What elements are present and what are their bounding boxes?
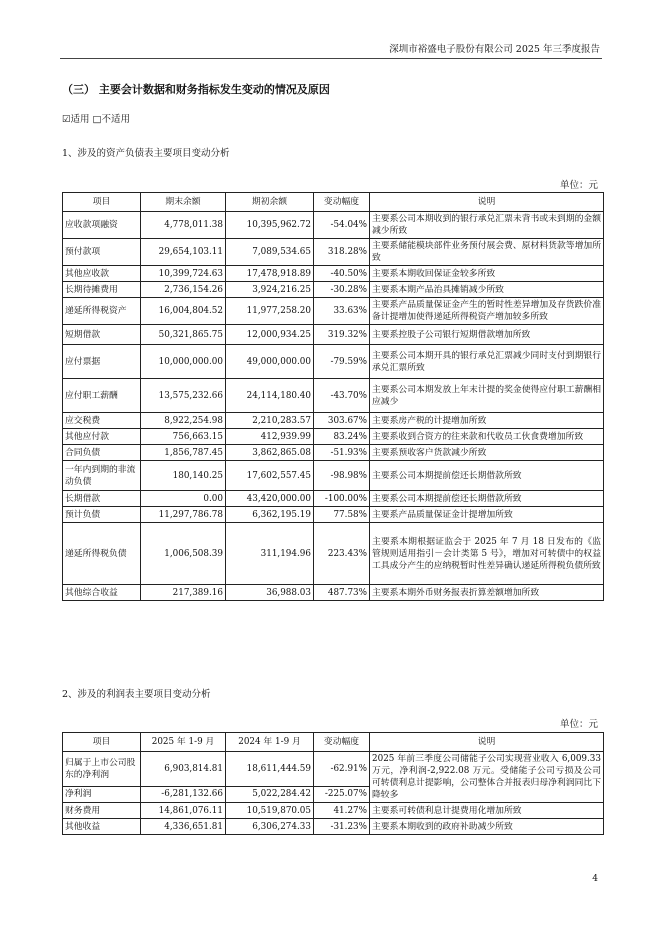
change-cell: -54.04% bbox=[314, 212, 370, 239]
change-cell: 41.27% bbox=[314, 803, 370, 819]
table-row bbox=[63, 239, 604, 266]
table-row bbox=[63, 445, 604, 461]
item-cell: 应付职工薪酬 bbox=[63, 379, 141, 413]
begin-balance-cell: 311,194.96 bbox=[226, 523, 314, 585]
table-row bbox=[63, 585, 604, 601]
item-cell: 递延所得税资产 bbox=[63, 298, 141, 325]
note-cell: 主要系本期收回保证金较多所致 bbox=[370, 266, 604, 282]
item-cell: 其他收益 bbox=[63, 819, 141, 835]
table-row bbox=[63, 266, 604, 282]
note-cell: 主要系产品质量保证金产生的暂时性差异增加及存货跌价准备计提增加使得递延所得税资产增加较多所致 bbox=[370, 298, 604, 325]
begin-balance-cell: 7,089,534.65 bbox=[226, 239, 314, 266]
table-header-row bbox=[63, 193, 604, 212]
col-header: 期初余额 bbox=[226, 193, 314, 212]
col-header: 期末余额 bbox=[141, 193, 226, 212]
change-cell: -100.00% bbox=[314, 491, 370, 507]
item-cell: 净利润 bbox=[63, 786, 141, 802]
begin-balance-cell: 12,000,934.25 bbox=[226, 325, 314, 345]
end-balance-cell: 13,575,232.66 bbox=[141, 379, 226, 413]
change-cell: -51.93% bbox=[314, 445, 370, 461]
change-cell: -225.07% bbox=[314, 786, 370, 802]
end-balance-cell: 2,736,154.26 bbox=[141, 282, 226, 298]
col-header: 项目 bbox=[63, 733, 141, 752]
note-cell: 主要系储能模块部件业务预付展会费、原材料货款等增加所致 bbox=[370, 239, 604, 266]
change-cell: -30.28% bbox=[314, 282, 370, 298]
begin-balance-cell: 3,862,865.08 bbox=[226, 445, 314, 461]
change-cell: 318.28% bbox=[314, 239, 370, 266]
item-cell: 其他应收款 bbox=[63, 266, 141, 282]
income-unit: 单位：元 bbox=[559, 719, 598, 730]
note-cell: 主要系产品质量保证金计提增加所致 bbox=[370, 507, 604, 523]
table-row bbox=[63, 461, 604, 491]
change-cell: -43.70% bbox=[314, 379, 370, 413]
note-cell: 主要系公司本期发放上年末计提的奖金使得应付职工薪酬相应减少 bbox=[370, 379, 604, 413]
item-cell: 应付票据 bbox=[63, 345, 141, 379]
change-cell: -31.23% bbox=[314, 819, 370, 835]
begin-balance-cell: 24,114,180.40 bbox=[226, 379, 314, 413]
item-cell: 财务费用 bbox=[63, 803, 141, 819]
table-row bbox=[63, 282, 604, 298]
table-header-row bbox=[63, 733, 604, 752]
note-cell: 主要系本期收到的政府补助减少所致 bbox=[370, 819, 604, 835]
end-balance-cell: 0.00 bbox=[141, 491, 226, 507]
note-cell: 主要系公司本期提前偿还长期借款所致 bbox=[370, 491, 604, 507]
change-cell: 33.63% bbox=[314, 298, 370, 325]
balance-unit: 单位：元 bbox=[559, 180, 598, 191]
item-cell: 短期借款 bbox=[63, 325, 141, 345]
begin-balance-cell: 43,420,000.00 bbox=[226, 491, 314, 507]
table-row bbox=[63, 413, 604, 429]
col-header: 项目 bbox=[63, 193, 141, 212]
col-header: 2025 年 1-9 月 bbox=[141, 733, 226, 752]
begin-balance-cell: 412,939.99 bbox=[226, 429, 314, 445]
change-cell: -40.50% bbox=[314, 266, 370, 282]
table-row bbox=[63, 523, 604, 585]
end-balance-cell: 756,663.15 bbox=[141, 429, 226, 445]
begin-balance-cell: 17,602,557.45 bbox=[226, 461, 314, 491]
table-row bbox=[63, 491, 604, 507]
note-cell: 主要系可转债利息计提费用化增加所致 bbox=[370, 803, 604, 819]
change-cell: 319.32% bbox=[314, 325, 370, 345]
begin-balance-cell: 17,478,918.89 bbox=[226, 266, 314, 282]
change-cell: -98.98% bbox=[314, 461, 370, 491]
page-header: 深圳市裕盛电子股份有限公司 2025 年三季度报告 bbox=[389, 44, 600, 55]
item-cell: 应收款项融资 bbox=[63, 212, 141, 239]
table-row bbox=[63, 752, 604, 787]
end-balance-cell: 50,321,865.75 bbox=[141, 325, 226, 345]
end-balance-cell: 8,922,254.98 bbox=[141, 413, 226, 429]
table-row bbox=[63, 345, 604, 379]
note-cell: 主要系收到合资方的往来款和代收员工伙食费增加所致 bbox=[370, 429, 604, 445]
note-cell: 主要系本期产品治具摊销减少所致 bbox=[370, 282, 604, 298]
item-cell: 其他综合收益 bbox=[63, 585, 141, 601]
end-balance-cell: 16,004,804.52 bbox=[141, 298, 226, 325]
balance-sheet-table bbox=[62, 192, 604, 601]
change-cell: 487.73% bbox=[314, 585, 370, 601]
current-period-cell: 6,903,814.81 bbox=[141, 752, 226, 787]
section-title: （三） 主要会计数据和财务指标发生变动的情况及原因 bbox=[62, 83, 330, 96]
begin-balance-cell: 11,977,258.20 bbox=[226, 298, 314, 325]
change-cell: 303.67% bbox=[314, 413, 370, 429]
end-balance-cell: 217,389.16 bbox=[141, 585, 226, 601]
note-cell: 主要系公司本期开具的银行承兑汇票减少同时支付到期银行承兑汇票所致 bbox=[370, 345, 604, 379]
begin-balance-cell: 3,924,216.25 bbox=[226, 282, 314, 298]
col-header: 变动幅度 bbox=[314, 733, 370, 752]
col-header: 变动幅度 bbox=[314, 193, 370, 212]
change-cell: 77.58% bbox=[314, 507, 370, 523]
table-row bbox=[63, 803, 604, 819]
change-cell: -62.91% bbox=[314, 752, 370, 787]
end-balance-cell: 10,399,724.63 bbox=[141, 266, 226, 282]
item-cell: 预计负债 bbox=[63, 507, 141, 523]
item-cell: 归属于上市公司股东的净利润 bbox=[63, 752, 141, 787]
end-balance-cell: 180,140.25 bbox=[141, 461, 226, 491]
table-row bbox=[63, 298, 604, 325]
table-row bbox=[63, 379, 604, 413]
col-header: 说明 bbox=[370, 193, 604, 212]
end-balance-cell: 10,000,000.00 bbox=[141, 345, 226, 379]
end-balance-cell: 1,006,508.39 bbox=[141, 523, 226, 585]
col-header: 说明 bbox=[370, 733, 604, 752]
table-row bbox=[63, 429, 604, 445]
item-cell: 递延所得税负债 bbox=[63, 523, 141, 585]
change-cell: 223.43% bbox=[314, 523, 370, 585]
prior-period-cell: 10,519,870.05 bbox=[226, 803, 314, 819]
current-period-cell: -6,281,132.66 bbox=[141, 786, 226, 802]
note-cell: 主要系控股子公司银行短期借款增加所致 bbox=[370, 325, 604, 345]
item-cell: 预付款项 bbox=[63, 239, 141, 266]
item-cell: 长期待摊费用 bbox=[63, 282, 141, 298]
end-balance-cell: 29,654,103.11 bbox=[141, 239, 226, 266]
table-row bbox=[63, 507, 604, 523]
merged-note-cell: 2025 年前三季度公司储能子公司实现营业收入 6,009.33 万元，净利润-2,922.08 万元。受储能子公司亏损及公司可转债利息计提影响，公司整体合并报表归母净利润同比下降较多 bbox=[370, 752, 604, 803]
col-header: 2024 年 1-9 月 bbox=[226, 733, 314, 752]
item-cell: 其他应付款 bbox=[63, 429, 141, 445]
table-row bbox=[63, 325, 604, 345]
end-balance-cell: 4,778,011.38 bbox=[141, 212, 226, 239]
header-rule bbox=[60, 58, 602, 59]
end-balance-cell: 11,297,786.78 bbox=[141, 507, 226, 523]
table-row bbox=[63, 819, 604, 835]
change-cell: -79.59% bbox=[314, 345, 370, 379]
begin-balance-cell: 2,210,283.57 bbox=[226, 413, 314, 429]
current-period-cell: 14,861,076.11 bbox=[141, 803, 226, 819]
note-cell: 主要系公司本期提前偿还长期借款所致 bbox=[370, 461, 604, 491]
note-cell: 主要系本期外币财务报表折算差额增加所致 bbox=[370, 585, 604, 601]
note-cell: 主要系公司本期收到的银行承兑汇票未背书或未到期的金额减少所致 bbox=[370, 212, 604, 239]
begin-balance-cell: 36,988.03 bbox=[226, 585, 314, 601]
income-statement-table bbox=[62, 732, 604, 835]
prior-period-cell: 6,306,274.33 bbox=[226, 819, 314, 835]
change-cell: 83.24% bbox=[314, 429, 370, 445]
prior-period-cell: 18,611,444.59 bbox=[226, 752, 314, 787]
balance-subtitle: 1、涉及的资产负债表主要项目变动分析 bbox=[62, 148, 230, 159]
begin-balance-cell: 10,395,962.72 bbox=[226, 212, 314, 239]
page-number: 4 bbox=[592, 874, 598, 884]
current-period-cell: 4,336,651.81 bbox=[141, 819, 226, 835]
item-cell: 一年内到期的非流动负债 bbox=[63, 461, 141, 491]
item-cell: 应交税费 bbox=[63, 413, 141, 429]
begin-balance-cell: 49,000,000.00 bbox=[226, 345, 314, 379]
end-balance-cell: 1,856,787.45 bbox=[141, 445, 226, 461]
table-row bbox=[63, 212, 604, 239]
applicable-checkbox-line: ☑适用 □不适用 bbox=[62, 114, 131, 125]
income-subtitle: 2、涉及的利润表主要项目变动分析 bbox=[62, 689, 211, 700]
prior-period-cell: 5,022,284.42 bbox=[226, 786, 314, 802]
item-cell: 长期借款 bbox=[63, 491, 141, 507]
note-cell: 主要系预收客户货款减少所致 bbox=[370, 445, 604, 461]
item-cell: 合同负债 bbox=[63, 445, 141, 461]
note-cell: 主要系房产税的计提增加所致 bbox=[370, 413, 604, 429]
begin-balance-cell: 6,362,195.19 bbox=[226, 507, 314, 523]
note-cell: 主要系本期根据证监会于 2025 年 7 月 18 日发布的《监管规则适用指引－会计类第 5 号》，增加对可转债中的权益工具成分产生的应纳税暂时性差异确认递延所得税负债所致 bbox=[370, 523, 604, 585]
